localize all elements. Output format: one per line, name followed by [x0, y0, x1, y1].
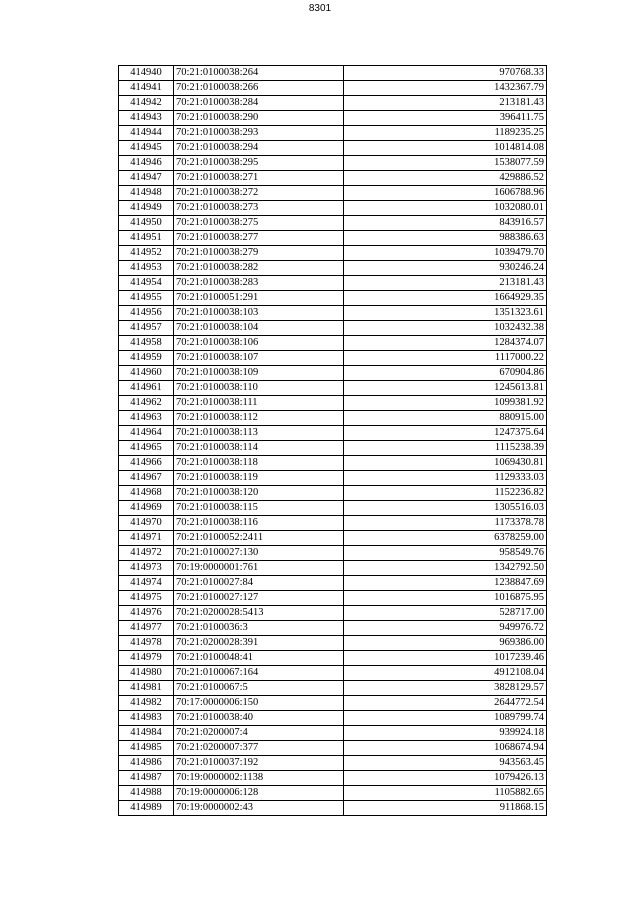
registry-table [118, 65, 547, 816]
cadastral-number-cell: 70:21:0100038:266 [174, 81, 344, 96]
cadastral-number-cell: 70:19:0000002:43 [174, 801, 344, 816]
table-row [119, 501, 547, 516]
table-row [119, 261, 547, 276]
table-row [119, 111, 547, 126]
row-number-cell: 414978 [119, 636, 174, 651]
table-row [119, 291, 547, 306]
table-row [119, 606, 547, 621]
table-row [119, 231, 547, 246]
row-number-cell: 414961 [119, 381, 174, 396]
table-row [119, 126, 547, 141]
value-cell: 1068674.94 [344, 741, 547, 756]
value-cell: 911868.15 [344, 801, 547, 816]
cadastral-number-cell: 70:21:0200028:391 [174, 636, 344, 651]
table-row [119, 741, 547, 756]
value-cell: 3828129.57 [344, 681, 547, 696]
cadastral-number-cell: 70:21:0200007:4 [174, 726, 344, 741]
cadastral-number-cell: 70:21:0100037:192 [174, 756, 344, 771]
value-cell: 213181.43 [344, 96, 547, 111]
table-row [119, 576, 547, 591]
value-cell: 4912108.04 [344, 666, 547, 681]
cadastral-number-cell: 70:21:0100038:275 [174, 216, 344, 231]
row-number-cell: 414952 [119, 246, 174, 261]
cadastral-number-cell: 70:21:0200007:377 [174, 741, 344, 756]
cadastral-number-cell: 70:21:0100038:284 [174, 96, 344, 111]
table-row [119, 471, 547, 486]
row-number-cell: 414947 [119, 171, 174, 186]
table-row [119, 396, 547, 411]
table-row [119, 366, 547, 381]
row-number-cell: 414946 [119, 156, 174, 171]
value-cell: 843916.57 [344, 216, 547, 231]
cadastral-number-cell: 70:21:0100038:111 [174, 396, 344, 411]
value-cell: 1538077.59 [344, 156, 547, 171]
table-row [119, 306, 547, 321]
value-cell: 1284374.07 [344, 336, 547, 351]
row-number-cell: 414988 [119, 786, 174, 801]
row-number-cell: 414983 [119, 711, 174, 726]
value-cell: 958549.76 [344, 546, 547, 561]
table-row [119, 246, 547, 261]
value-cell: 1039479.70 [344, 246, 547, 261]
row-number-cell: 414957 [119, 321, 174, 336]
cadastral-number-cell: 70:21:0100051:291 [174, 291, 344, 306]
row-number-cell: 414979 [119, 651, 174, 666]
row-number-cell: 414964 [119, 426, 174, 441]
row-number-cell: 414958 [119, 336, 174, 351]
value-cell: 939924.18 [344, 726, 547, 741]
page-number: 8301 [308, 3, 332, 14]
table-row [119, 186, 547, 201]
table-row [119, 771, 547, 786]
row-number-cell: 414967 [119, 471, 174, 486]
cadastral-number-cell: 70:19:0000006:128 [174, 786, 344, 801]
cadastral-number-cell: 70:21:0100038:272 [174, 186, 344, 201]
value-cell: 1245613.81 [344, 381, 547, 396]
row-number-cell: 414980 [119, 666, 174, 681]
table-row [119, 276, 547, 291]
table-row [119, 696, 547, 711]
table-row [119, 216, 547, 231]
cadastral-number-cell: 70:21:0100038:294 [174, 141, 344, 156]
table-row [119, 666, 547, 681]
row-number-cell: 414943 [119, 111, 174, 126]
row-number-cell: 414989 [119, 801, 174, 816]
table-row [119, 726, 547, 741]
cadastral-number-cell: 70:21:0100038:110 [174, 381, 344, 396]
row-number-cell: 414981 [119, 681, 174, 696]
cadastral-number-cell: 70:21:0100038:115 [174, 501, 344, 516]
row-number-cell: 414949 [119, 201, 174, 216]
cadastral-number-cell: 70:19:0000002:1138 [174, 771, 344, 786]
table-row [119, 381, 547, 396]
cadastral-number-cell: 70:21:0100038:282 [174, 261, 344, 276]
cadastral-number-cell: 70:21:0100038:107 [174, 351, 344, 366]
value-cell: 1247375.64 [344, 426, 547, 441]
cadastral-number-cell: 70:21:0100038:104 [174, 321, 344, 336]
row-number-cell: 414942 [119, 96, 174, 111]
cadastral-number-cell: 70:21:0100038:114 [174, 441, 344, 456]
value-cell: 880915.00 [344, 411, 547, 426]
value-cell: 1606788.96 [344, 186, 547, 201]
cadastral-number-cell: 70:21:0100038:293 [174, 126, 344, 141]
value-cell: 1105882.65 [344, 786, 547, 801]
cadastral-number-cell: 70:21:0100038:273 [174, 201, 344, 216]
cadastral-number-cell: 70:21:0100038:40 [174, 711, 344, 726]
cadastral-number-cell: 70:21:0100036:3 [174, 621, 344, 636]
registry-table-body [119, 66, 547, 816]
cadastral-number-cell: 70:21:0100038:120 [174, 486, 344, 501]
cadastral-number-cell: 70:21:0100038:279 [174, 246, 344, 261]
row-number-cell: 414950 [119, 216, 174, 231]
table-row [119, 171, 547, 186]
value-cell: 1032080.01 [344, 201, 547, 216]
value-cell: 949976.72 [344, 621, 547, 636]
row-number-cell: 414963 [119, 411, 174, 426]
table-row [119, 351, 547, 366]
value-cell: 1032432.38 [344, 321, 547, 336]
row-number-cell: 414977 [119, 621, 174, 636]
value-cell: 1117000.22 [344, 351, 547, 366]
cadastral-number-cell: 70:21:0100038:103 [174, 306, 344, 321]
row-number-cell: 414956 [119, 306, 174, 321]
value-cell: 930246.24 [344, 261, 547, 276]
cadastral-number-cell: 70:21:0100038:118 [174, 456, 344, 471]
row-number-cell: 414940 [119, 66, 174, 81]
cadastral-number-cell: 70:21:0100067:164 [174, 666, 344, 681]
value-cell: 1664929.35 [344, 291, 547, 306]
cadastral-number-cell: 70:21:0100038:112 [174, 411, 344, 426]
value-cell: 1115238.39 [344, 441, 547, 456]
cadastral-number-cell: 70:21:0100038:106 [174, 336, 344, 351]
cadastral-number-cell: 70:21:0100067:5 [174, 681, 344, 696]
row-number-cell: 414986 [119, 756, 174, 771]
table-row [119, 516, 547, 531]
value-cell: 1099381.92 [344, 396, 547, 411]
table-row [119, 711, 547, 726]
value-cell: 1238847.69 [344, 576, 547, 591]
cadastral-number-cell: 70:21:0100038:283 [174, 276, 344, 291]
row-number-cell: 414965 [119, 441, 174, 456]
table-row [119, 156, 547, 171]
table-row [119, 591, 547, 606]
value-cell: 970768.33 [344, 66, 547, 81]
row-number-cell: 414959 [119, 351, 174, 366]
value-cell: 943563.45 [344, 756, 547, 771]
row-number-cell: 414987 [119, 771, 174, 786]
cadastral-number-cell: 70:21:0100038:277 [174, 231, 344, 246]
value-cell: 6378259.00 [344, 531, 547, 546]
table-row [119, 456, 547, 471]
cadastral-number-cell: 70:21:0100038:113 [174, 426, 344, 441]
table-row [119, 141, 547, 156]
cadastral-number-cell: 70:17:0000006:150 [174, 696, 344, 711]
row-number-cell: 414971 [119, 531, 174, 546]
value-cell: 988386.63 [344, 231, 547, 246]
row-number-cell: 414953 [119, 261, 174, 276]
cadastral-number-cell: 70:21:0100038:295 [174, 156, 344, 171]
row-number-cell: 414966 [119, 456, 174, 471]
value-cell: 1351323.61 [344, 306, 547, 321]
value-cell: 396411.75 [344, 111, 547, 126]
row-number-cell: 414968 [119, 486, 174, 501]
table-row [119, 201, 547, 216]
value-cell: 1189235.25 [344, 126, 547, 141]
value-cell: 1305516.03 [344, 501, 547, 516]
row-number-cell: 414941 [119, 81, 174, 96]
row-number-cell: 414962 [119, 396, 174, 411]
table-row [119, 411, 547, 426]
table-row [119, 651, 547, 666]
cadastral-number-cell: 70:21:0100038:264 [174, 66, 344, 81]
cadastral-number-cell: 70:21:0100048:41 [174, 651, 344, 666]
table-row [119, 561, 547, 576]
table-row [119, 636, 547, 651]
cadastral-number-cell: 70:21:0100027:130 [174, 546, 344, 561]
row-number-cell: 414976 [119, 606, 174, 621]
row-number-cell: 414985 [119, 741, 174, 756]
row-number-cell: 414944 [119, 126, 174, 141]
row-number-cell: 414954 [119, 276, 174, 291]
row-number-cell: 414948 [119, 186, 174, 201]
table-row [119, 426, 547, 441]
value-cell: 969386.00 [344, 636, 547, 651]
row-number-cell: 414974 [119, 576, 174, 591]
table-row [119, 66, 547, 81]
row-number-cell: 414982 [119, 696, 174, 711]
value-cell: 1016875.95 [344, 591, 547, 606]
row-number-cell: 414972 [119, 546, 174, 561]
cadastral-number-cell: 70:21:0100038:116 [174, 516, 344, 531]
value-cell: 1079426.13 [344, 771, 547, 786]
table-row [119, 81, 547, 96]
table-row [119, 756, 547, 771]
value-cell: 2644772.54 [344, 696, 547, 711]
row-number-cell: 414973 [119, 561, 174, 576]
table-row [119, 681, 547, 696]
cadastral-number-cell: 70:21:0100027:84 [174, 576, 344, 591]
table-row [119, 531, 547, 546]
value-cell: 1432367.79 [344, 81, 547, 96]
row-number-cell: 414951 [119, 231, 174, 246]
value-cell: 1173378.78 [344, 516, 547, 531]
row-number-cell: 414970 [119, 516, 174, 531]
table-row [119, 786, 547, 801]
table-row [119, 336, 547, 351]
cadastral-number-cell: 70:21:0100027:127 [174, 591, 344, 606]
cadastral-number-cell: 70:19:0000001:761 [174, 561, 344, 576]
table-row [119, 96, 547, 111]
value-cell: 1014814.08 [344, 141, 547, 156]
value-cell: 670904.86 [344, 366, 547, 381]
cadastral-number-cell: 70:21:0100052:2411 [174, 531, 344, 546]
row-number-cell: 414975 [119, 591, 174, 606]
value-cell: 213181.43 [344, 276, 547, 291]
row-number-cell: 414969 [119, 501, 174, 516]
row-number-cell: 414945 [119, 141, 174, 156]
table-row [119, 621, 547, 636]
cadastral-number-cell: 70:21:0200028:5413 [174, 606, 344, 621]
cadastral-number-cell: 70:21:0100038:290 [174, 111, 344, 126]
row-number-cell: 414955 [119, 291, 174, 306]
value-cell: 429886.52 [344, 171, 547, 186]
value-cell: 1069430.81 [344, 456, 547, 471]
cadastral-number-cell: 70:21:0100038:109 [174, 366, 344, 381]
table-row [119, 321, 547, 336]
value-cell: 1017239.46 [344, 651, 547, 666]
row-number-cell: 414960 [119, 366, 174, 381]
cadastral-number-cell: 70:21:0100038:271 [174, 171, 344, 186]
value-cell: 528717.00 [344, 606, 547, 621]
table-row [119, 801, 547, 816]
value-cell: 1129333.03 [344, 471, 547, 486]
table-row [119, 441, 547, 456]
value-cell: 1089799.74 [344, 711, 547, 726]
row-number-cell: 414984 [119, 726, 174, 741]
value-cell: 1342792.50 [344, 561, 547, 576]
cadastral-number-cell: 70:21:0100038:119 [174, 471, 344, 486]
table-row [119, 486, 547, 501]
value-cell: 1152236.82 [344, 486, 547, 501]
table-row [119, 546, 547, 561]
